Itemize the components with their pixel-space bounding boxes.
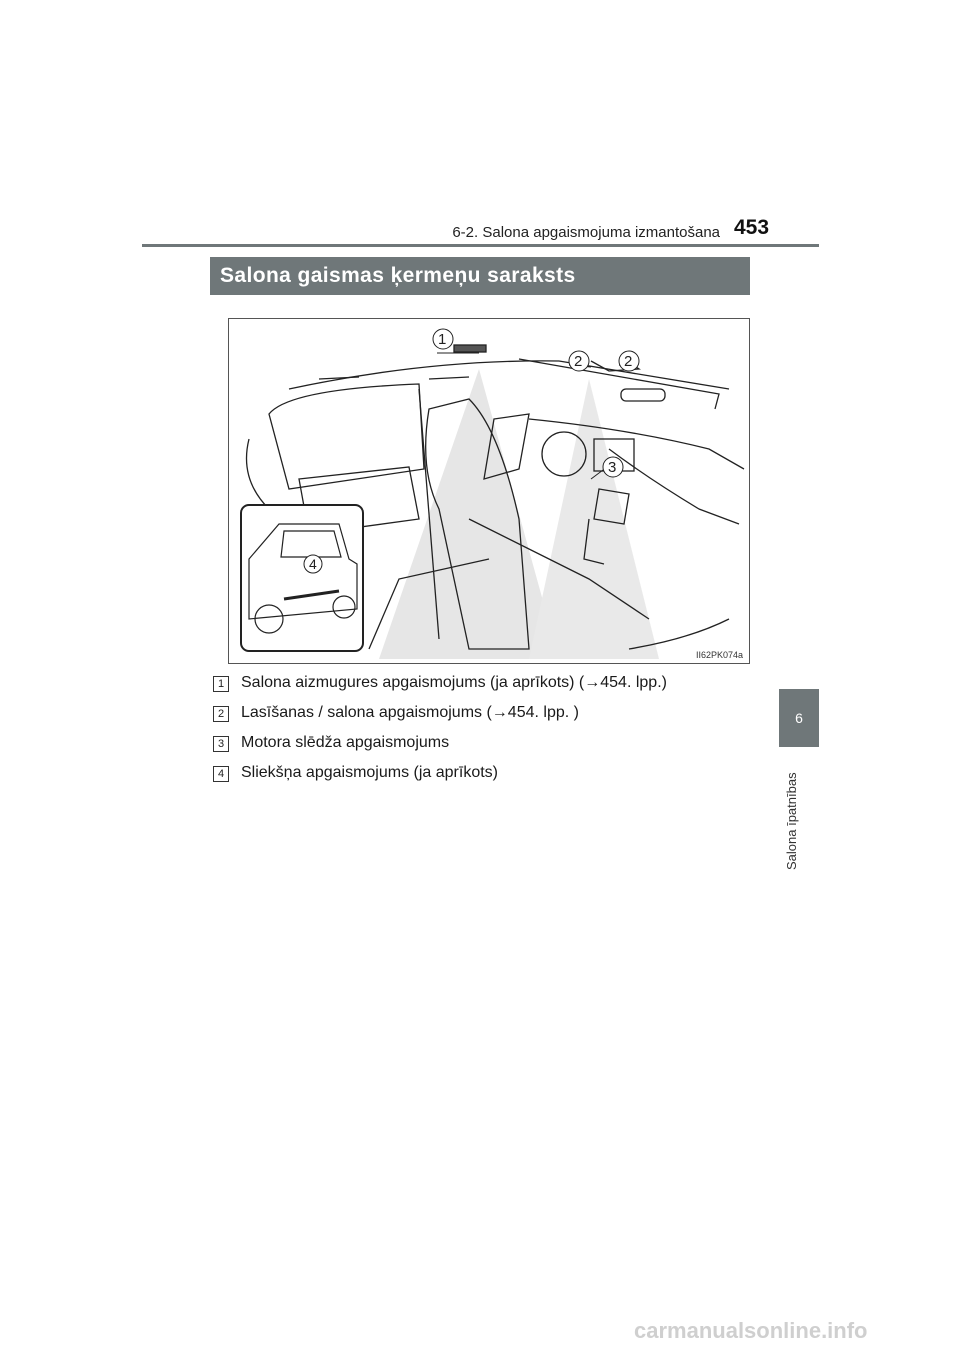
- section-title-banner: Salona gaismas ķermeņu saraksts: [210, 257, 750, 295]
- legend-item: [213, 732, 753, 760]
- legend-item: [213, 672, 753, 700]
- legend-number: 1: [213, 676, 229, 692]
- gray-backdrop: [379, 369, 559, 659]
- rear-seat-back: [247, 439, 350, 509]
- legend-list: [213, 672, 753, 792]
- section-header: 6-2. Salona apgaismojuma izmantošana: [452, 224, 720, 241]
- legend-text: Motora slēdža apgaismojums: [241, 734, 450, 751]
- trim-line: [429, 377, 469, 379]
- callout-4: 4: [309, 556, 317, 572]
- rear-dome-light: [454, 345, 486, 352]
- callout-2b: 2: [624, 353, 633, 370]
- rear-view-mirror: [621, 389, 665, 401]
- legend-text: Lasīšanas / salona apgaismojums (→454. lpp. ): [241, 704, 579, 721]
- chapter-tab: 6: [779, 689, 819, 747]
- dashboard-top: [529, 419, 744, 469]
- exterior-inset: [241, 505, 363, 651]
- callout-3: 3: [608, 459, 617, 476]
- watermark: carmanualsonline.info: [634, 1318, 868, 1343]
- legend-text: Sliekšņa apgaismojums (ja aprīkots): [241, 764, 498, 781]
- figure-code: II62PK074a: [695, 650, 743, 660]
- legend-number: 4: [213, 766, 229, 782]
- callout-1: 1: [438, 331, 447, 348]
- legend-item: [213, 762, 753, 790]
- callout-2a: 2: [574, 353, 583, 370]
- legend-item: [213, 702, 753, 730]
- dashboard-lower: [609, 449, 739, 524]
- header-divider: [142, 244, 819, 247]
- chapter-label: Salona īpatnības: [784, 772, 799, 870]
- legend-text: Salona aizmugures apgaismojums (ja aprīkots) (→454. lpp.): [241, 674, 667, 691]
- legend-number: 3: [213, 736, 229, 752]
- interior-lights-illustration: [228, 318, 750, 664]
- windshield-frame: [519, 359, 719, 409]
- legend-number: 2: [213, 706, 229, 722]
- car-interior-drawing: [229, 319, 749, 663]
- page-number: 453: [734, 216, 770, 239]
